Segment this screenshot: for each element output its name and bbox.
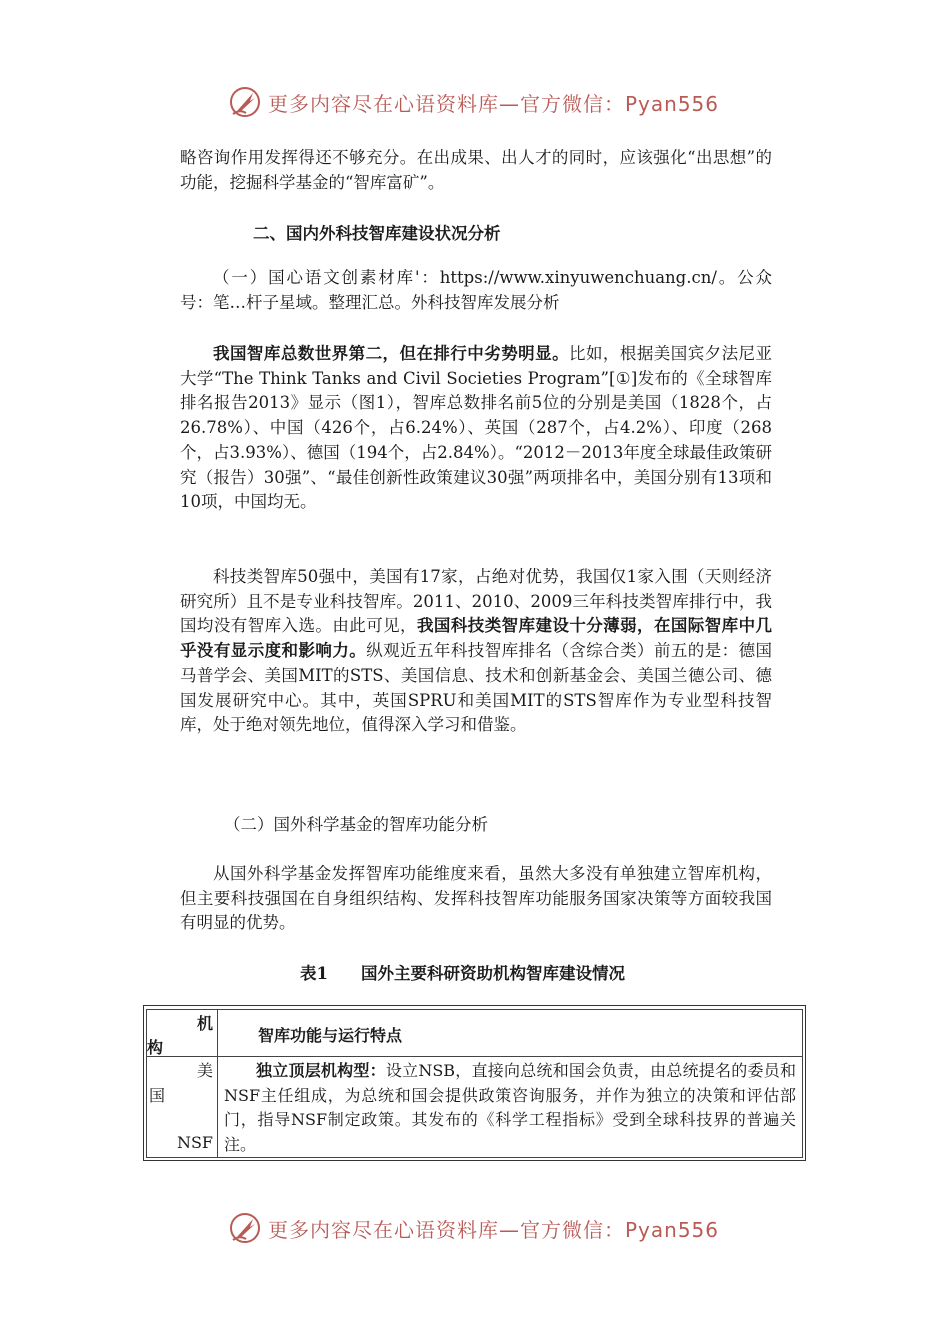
watermark-text: 更多内容尽在心语资料库—官方微信：Pyan556: [268, 1217, 720, 1242]
think-tank-table: [146, 1009, 803, 1158]
header-cell-institution: [147, 1010, 218, 1057]
header-col1-part-a: 机: [196, 1014, 213, 1033]
quill-pen-icon: [228, 1211, 262, 1245]
subsection-heading-1: （一）国心语文创素材库'：https://www.xinyuwenchuang.cn/。公众号：笔…杆子星域。整理汇总。外科技智库发展分析: [180, 268, 772, 312]
institution-char-2: 国: [149, 1086, 166, 1105]
paragraph-body: 科技类智库50强中，美国有17家，占绝对优势，我国仅1家入围（天则经济研究所）且不是专业科技智库。2011、2010、2009三年科技类智库排行中，我国均没有智库入选。由此可见，: [180, 567, 772, 636]
institution-char-1: 美: [196, 1061, 213, 1080]
paragraph-emphasis-bold: 我国科技类智库建设十分薄弱，在国际智库中几乎没有显示度和影响力。: [180, 616, 773, 661]
header-cell-function: 智库功能与运行特点: [218, 1010, 803, 1057]
paragraph-tech-think-tanks: [180, 565, 772, 738]
row-cell-description: [218, 1057, 803, 1158]
table-header-row: [147, 1010, 803, 1057]
paragraph-think-tank-count: [180, 342, 772, 515]
row-cell-institution: [147, 1057, 218, 1158]
header-col1-part-b: 构: [147, 1038, 164, 1057]
quill-pen-icon: [228, 85, 262, 119]
watermark-text: 更多内容尽在心语资料库—官方微信：Pyan556: [268, 91, 720, 116]
institution-char-3: NSF: [176, 1133, 213, 1152]
paragraph-lead-bold: 我国智库总数世界第二，但在排行中劣势明显。: [213, 344, 570, 363]
table-caption: 表1 国外主要科研资助机构智库建设情况: [300, 964, 625, 983]
paragraph-intro: 略咨询作用发挥得还不够充分。在出成果、出人才的同时，应该强化“出思想”的功能，挖掘科学基金的“智库富矿”。: [180, 148, 772, 192]
paragraph-body: 比如，根据美国宾夕法尼亚大学“The Think Tanks and Civil Societies Program”[①]发布的《全球智库排名报告2013》显示（图1），智库总数排名前5位的分别是美国（1828个，占26.78%）、中国（426个，占6.24%）、英国（287个，占4.2%）、印度（268个，占3.93%）、德国（194个，占2.84%）。“2012－2013年度全球最佳政策研究（报告）30强”、“最佳创新性政策建议30强”两项排名中，美国分别有13项和10项，中国均无。: [180, 344, 772, 512]
watermark-banner-bottom: [228, 1210, 719, 1246]
subsection-heading-2: （二）国外科学基金的智库功能分析: [224, 815, 488, 834]
row-type-label: 独立顶层机构型：: [256, 1061, 386, 1080]
table-row: [147, 1057, 803, 1158]
watermark-banner-top: [228, 84, 719, 120]
section-heading: 二、国内外科技智库建设状况分析: [253, 224, 501, 243]
paragraph-body-rest: 纵观近五年科技智库排名（含综合类）前五的是：德国马普学会、美国MIT的STS、美国信息、技术和创新基金会、美国兰德公司、德国发展研究中心。其中，英国SPRU和美国MIT的STS智库作为专业型科技智库，处于绝对领先地位，值得深入学习和借鉴。: [180, 641, 773, 735]
row-description-text: 设立NSB，直接向总统和国会负责，由总统提名的委员和NSF主任组成，为总统和国会提供政策咨询服务，并作为独立的决策和评估部门，指导NSF制定政策。其发布的《科学工程指标》受到全球科技界的普遍关注。: [224, 1061, 796, 1154]
paragraph-foreign-funds: 从国外科学基金发挥智库功能维度来看，虽然大多没有单独建立智库机构，但主要科技强国在自身组织结构、发挥科技智库功能服务国家决策等方面较我国有明显的优势。: [180, 864, 772, 933]
